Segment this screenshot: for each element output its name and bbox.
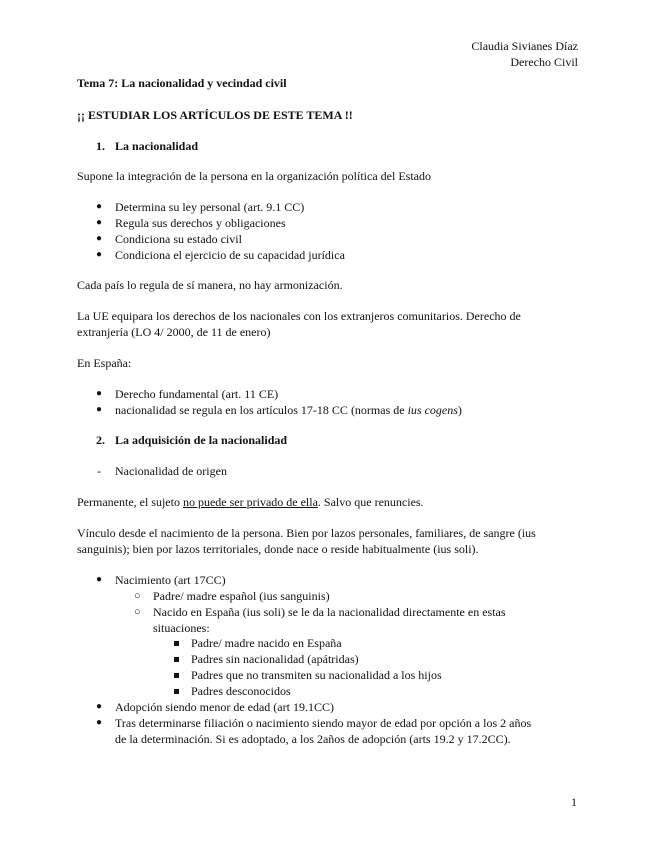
text-run: . Salvo que renuncies.	[317, 495, 424, 509]
list-item-text: )	[457, 403, 462, 417]
bullet-square	[174, 689, 179, 694]
paragraph-vinculo-line1: Vínculo desde el nacimiento de la persona. Bien por lazos personales, familiares, de sangre (ius	[77, 526, 536, 540]
section1-intro: Supone la integración de la persona en la organización política del Estado	[77, 169, 431, 183]
section2-heading: La adquisición de la nacionalidad	[115, 433, 288, 447]
bullet-dot: ●	[96, 217, 103, 228]
list-item-italic: ius cogens	[407, 403, 458, 417]
list-item: Padres que no transmiten su nacionalidad a los hijos	[191, 668, 442, 682]
paragraph-eu-line1: La UE equipara los derechos de los nacionales con los extranjeros comunitarios. Derecho de	[77, 309, 521, 323]
list-item-continued: situaciones:	[153, 621, 210, 635]
list-item: Determina su ley personal (art. 9.1 CC)	[115, 200, 305, 214]
list-item: Nacimiento (art 17CC)	[115, 573, 226, 587]
paragraph-eu-line2: extranjería (LO 4/ 2000, de 11 de enero)	[77, 325, 271, 339]
bullet-dot: ●	[96, 717, 103, 728]
section1-heading: La nacionalidad	[115, 139, 199, 153]
bullet-dot: ●	[96, 201, 103, 212]
bullet-dot: ●	[96, 233, 103, 244]
paragraph-harmonization: Cada país lo regula de sí manera, no hay armonización.	[77, 278, 343, 292]
document-title: Tema 7: La nacionalidad y vecindad civil	[77, 76, 287, 90]
list-item	[115, 402, 462, 418]
list-item: Padre/ madre nacido en España	[191, 636, 342, 650]
bullet-circle: ○	[134, 606, 141, 618]
dash-item: Nacionalidad de origen	[115, 464, 227, 478]
list-item: Regula sus derechos y obligaciones	[115, 216, 286, 230]
section2-number: 2.	[96, 433, 105, 447]
paragraph-vinculo-line2: sanguinis); bien por lazos territoriales, donde nace o reside habitualmente (ius soli).	[77, 542, 479, 556]
text-run: Permanente, el sujeto	[77, 495, 183, 509]
list-item: Adopción siendo menor de edad (art 19.1CC)	[115, 700, 334, 714]
bullet-square	[174, 641, 179, 646]
section1-number: 1.	[96, 139, 105, 153]
list-item: Padres desconocidos	[191, 684, 291, 698]
underlined-text: no puede ser privado de ella	[182, 495, 318, 509]
list-item: Derecho fundamental (art. 11 CE)	[115, 387, 279, 401]
dash-marker: -	[97, 464, 101, 478]
list-item-text: nacionalidad se regula en los artículos 17-18 CC (normas de	[115, 403, 408, 417]
list-item: Tras determinarse filiación o nacimiento siendo mayor de edad por opción a los 2 años	[115, 716, 532, 730]
paragraph-spain: En España:	[77, 356, 132, 370]
paragraph-permanent	[77, 494, 424, 510]
header-subject: Derecho Civil	[510, 55, 578, 69]
list-item: Padre/ madre español (ius sanguinis)	[153, 589, 330, 603]
bullet-dot: ●	[96, 388, 103, 399]
list-item: Condiciona su estado civil	[115, 232, 242, 246]
header-author: Claudia Sivianes Díaz	[471, 39, 578, 53]
bullet-dot: ●	[96, 249, 103, 260]
list-item-continued: de la determinación. Si es adoptado, a los 2años de adopción (arts 19.2 y 17.2CC).	[115, 732, 511, 746]
study-warning: ¡¡ ESTUDIAR LOS ARTÍCULOS DE ESTE TEMA !!	[77, 108, 353, 122]
bullet-dot: ●	[96, 574, 103, 585]
list-item: Condiciona el ejercicio de su capacidad jurídica	[115, 248, 345, 262]
bullet-square	[174, 673, 179, 678]
bullet-circle: ○	[134, 590, 141, 602]
bullet-dot: ●	[96, 701, 103, 712]
page-number: 1	[571, 795, 577, 809]
list-item: Padres sin nacionalidad (apátridas)	[191, 652, 359, 666]
list-item: Nacido en España (ius soli) se le da la nacionalidad directamente en estas	[153, 605, 506, 619]
bullet-square	[174, 657, 179, 662]
bullet-dot: ●	[96, 404, 103, 415]
